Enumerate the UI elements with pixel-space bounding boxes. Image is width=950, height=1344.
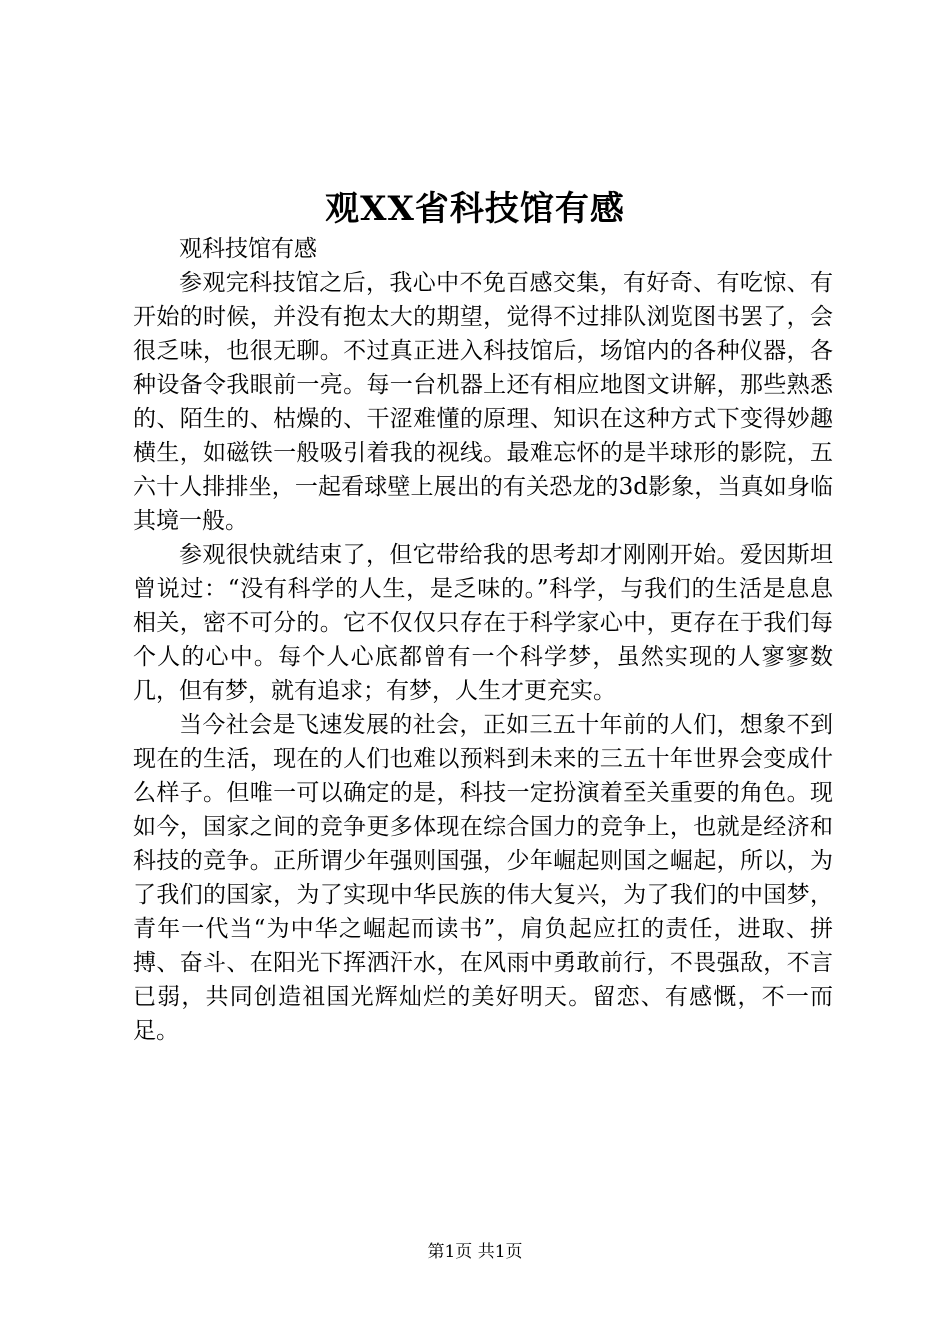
page-number-footer: 第1页 共1页 <box>427 1242 523 1262</box>
document-body <box>133 232 833 1048</box>
document-title: 观XX省科技馆有感 <box>325 189 625 229</box>
document-subtitle: 观科技馆有感 <box>179 236 317 262</box>
paragraph-3: 当今社会是飞速发展的社会，正如三五十年前的人们，想象不到现在的生活，现在的人们也难以预料到未来的三五十年世界会变成什么样子。但唯一可以确定的是，科技一定扮演着至关重要的角色。现如今，国家之间的竞争更多体现在综合国力的竞争上，也就是经济和科技的竞争。正所谓少年强则国强，少年崛起则国之崛起，所以，为了我们的国家，为了实现中华民族的伟大复兴，为了我们的中国梦，青年一代当“为中华之崛起而读书”，肩负起应扛的责任，进取、拼搏、奋斗、在阳光下挥洒汗水，在风雨中勇敢前行，不畏强敌，不言已弱，共同创造祖国光辉灿烂的美好明天。留恋、有感慨，不一而足。 <box>133 712 833 1044</box>
paragraph-2: 参观很快就结束了，但它带给我的思考却才刚刚开始。爱因斯坦曾说过：“没有科学的人生，是乏味的。”科学，与我们的生活是息息相关，密不可分的。它不仅仅只存在于科学家心中，更存在于我们每个人的心中。每个人心底都曾有一个科学梦，虽然实现的人寥寥数几，但有梦，就有追求；有梦，人生才更充实。 <box>133 542 833 704</box>
paragraph-1: 参观完科技馆之后，我心中不免百感交集，有好奇、有吃惊、有开始的时候，并没有抱太大的期望，觉得不过排队浏览图书罢了，会很乏味，也很无聊。不过真正进入科技馆后，场馆内的各种仪器，各种设备令我眼前一亮。每一台机器上还有相应地图文讲解，那些熟悉的、陌生的、枯燥的、干涩难懂的原理、知识在这种方式下变得妙趣横生，如磁铁一般吸引着我的视线。最难忘怀的是半球形的影院，五六十人排排坐，一起看球壁上展出的有关恐龙的3d影象，当真如身临其境一般。 <box>133 270 833 534</box>
